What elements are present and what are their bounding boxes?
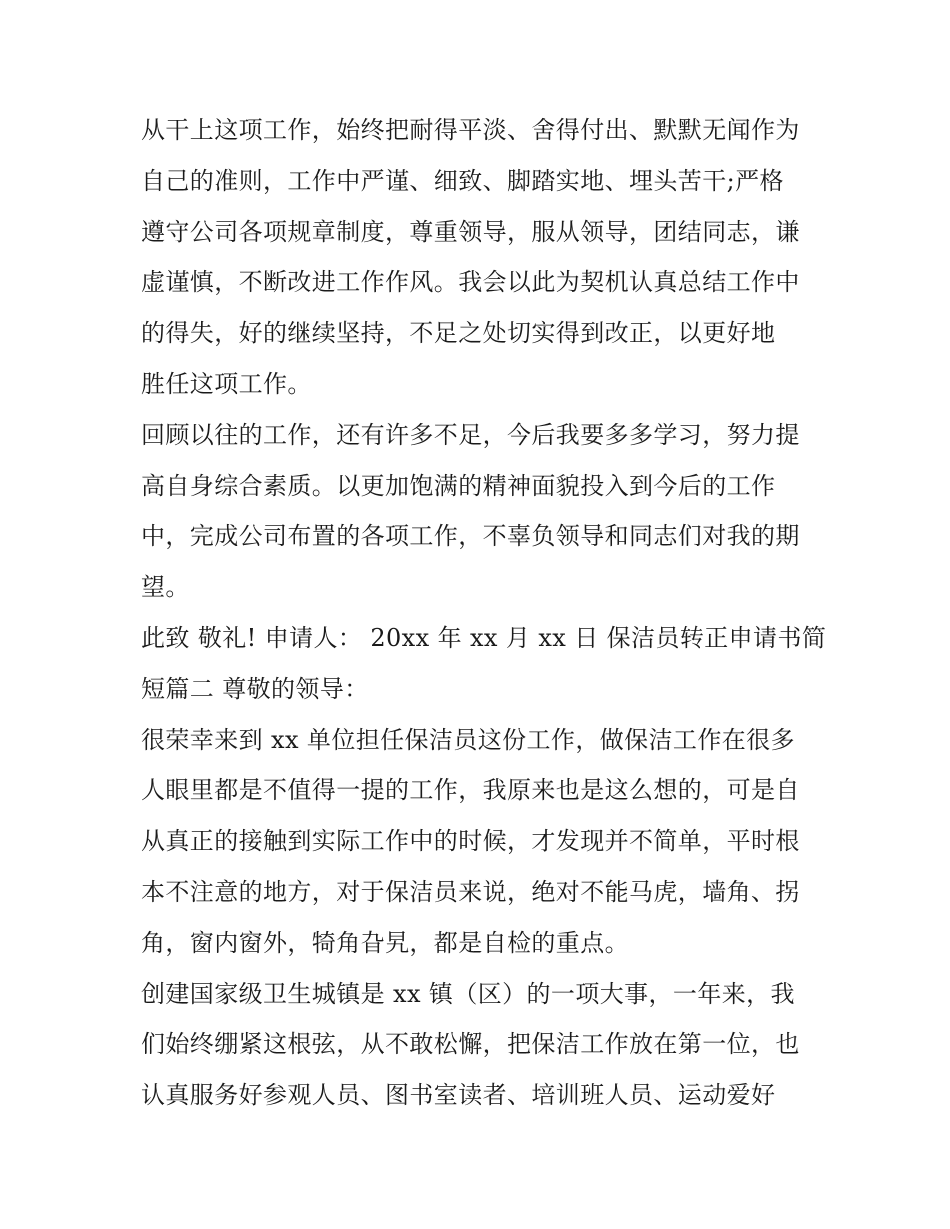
text-line: 高自身综合素质。以更加饱满的精神面貌投入到今后的工作	[141, 471, 776, 500]
text-line: 认真服务好参观人员、图书室读者、培训班人员、运动爱好	[141, 1081, 776, 1110]
text-line: 本不注意的地方，对于保洁员来说，绝对不能马虎，墙角、拐	[141, 877, 800, 906]
text-line: 们始终绷紧这根弦，从不敢松懈，把保洁工作放在第一位，也	[141, 1030, 800, 1059]
text-line: 此致 敬礼! 申请人： 20xx 年 xx 月 xx 日 保洁员转正申请书简	[141, 623, 827, 652]
text-line: 从真正的接触到实际工作中的时候，才发现并不简单，平时根	[141, 827, 800, 856]
text-line: 遵守公司各项规章制度，尊重领导，服从领导，团结同志，谦	[141, 217, 800, 246]
text-line: 的得失，好的继续坚持，不足之处切实得到改正，以更好地	[141, 319, 776, 348]
text-line: 很荣幸来到 xx 单位担任保洁员这份工作，做保洁工作在很多	[141, 725, 795, 754]
text-line: 人眼里都是不值得一提的工作，我原来也是这么想的，可是自	[141, 776, 800, 805]
text-line: 创建国家级卫生城镇是 xx 镇（区）的一项大事，一年来，我	[141, 979, 795, 1008]
text-line: 短篇二 尊敬的领导：	[141, 674, 369, 703]
text-line: 中，完成公司布置的各项工作，不辜负领导和同志们对我的期	[141, 522, 800, 551]
document-body	[141, 105, 827, 1121]
text-line: 胜任这项工作。	[141, 369, 312, 398]
text-line: 自己的准则，工作中严谨、细致、脚踏实地、埋头苦干;严格	[141, 166, 784, 195]
text-line: 角，窗内窗外，犄角旮旯，都是自检的重点。	[141, 928, 629, 957]
text-line: 从干上这项工作，始终把耐得平淡、舍得付出、默默无闻作为	[141, 116, 800, 144]
text-line: 望。	[141, 573, 190, 602]
text-line: 虚谨慎，不断改进工作作风。我会以此为契机认真总结工作中	[141, 268, 800, 297]
text-line: 回顾以往的工作，还有许多不足，今后我要多多学习，努力提	[141, 420, 800, 449]
